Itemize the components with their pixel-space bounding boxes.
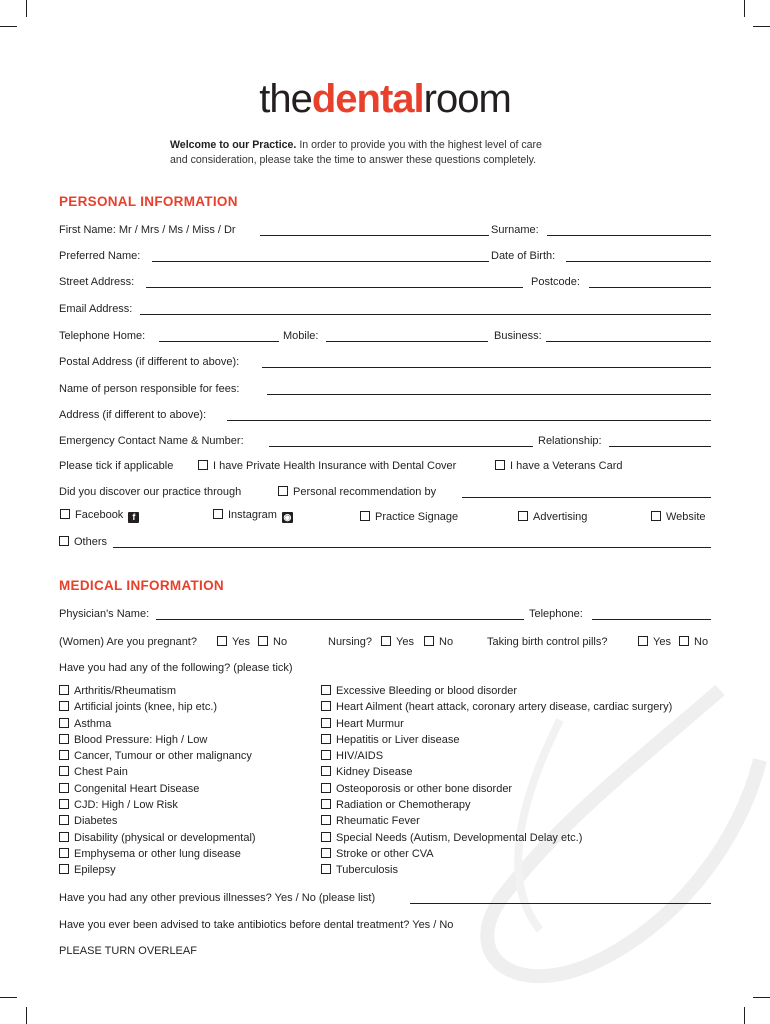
row-antibiotics: Have you ever been advised to take antibiotics before dental treatment? Yes / No [59, 919, 454, 931]
condition-checkbox[interactable] [321, 799, 331, 809]
crop-mark [753, 26, 770, 27]
row-discover: Did you discover our practice through Personal recommendation by [59, 485, 711, 501]
row-pregnancy: (Women) Are you pregnant? Yes No Nursing? Yes No Taking birth control pills? Yes No [59, 636, 709, 648]
condition-item[interactable] [321, 683, 672, 699]
crop-mark [0, 997, 17, 998]
row-telephone: Telephone Home: Mobile: Business: [59, 329, 711, 345]
condition-label: Epilepsy [74, 864, 116, 877]
condition-label: Osteoporosis or other bone disorder [336, 782, 513, 795]
crop-mark [26, 1007, 27, 1024]
facebook-option[interactable]: Facebook f [60, 508, 139, 523]
conditions-left-list [59, 683, 256, 879]
facebook-icon: f [128, 512, 139, 523]
signage-option[interactable]: Practice Signage [360, 510, 458, 524]
veterans-option[interactable]: I have a Veterans Card [495, 459, 623, 473]
dob-field[interactable] [566, 261, 711, 262]
conditions-right-list [321, 683, 672, 879]
condition-checkbox[interactable] [321, 701, 331, 711]
row-email: Email Address: [59, 302, 711, 318]
condition-label: Tuberculosis [336, 864, 398, 877]
condition-label: Blood Pressure: High / Low [74, 733, 208, 746]
condition-item[interactable] [59, 830, 256, 846]
first-name-field[interactable] [260, 235, 489, 236]
row-emergency: Emergency Contact Name & Number: Relationship: [59, 434, 711, 450]
row-responsible: Name of person responsible for fees: [59, 382, 711, 398]
condition-checkbox[interactable] [59, 718, 69, 728]
intro-text: Welcome to our Practice. In order to provide you with the highest level of care and consideration, please take the time to answer these questions completely. [170, 139, 542, 166]
condition-label: Asthma [74, 717, 112, 730]
others-field[interactable] [113, 547, 711, 548]
advertising-option[interactable]: Advertising [518, 510, 587, 524]
crop-mark [744, 0, 745, 17]
physician-field[interactable] [156, 619, 524, 620]
condition-item[interactable] [321, 813, 672, 829]
birth-control-yes[interactable]: Yes [638, 635, 671, 649]
condition-checkbox[interactable] [321, 783, 331, 793]
condition-label: Chest Pain [74, 766, 128, 779]
condition-item[interactable] [321, 748, 672, 764]
street-address-field[interactable] [146, 287, 523, 288]
personal-rec-option[interactable]: Personal recommendation by [278, 485, 436, 499]
condition-checkbox[interactable] [59, 701, 69, 711]
condition-item[interactable] [59, 683, 256, 699]
condition-label: Artificial joints (knee, hip etc.) [74, 701, 218, 714]
intro-bold: Welcome to our Practice. [170, 139, 297, 151]
crop-mark [744, 1007, 745, 1024]
pregnant-yes-checkbox[interactable] [217, 636, 227, 646]
crop-mark [753, 997, 770, 998]
condition-item[interactable] [59, 813, 256, 829]
row-other-illnesses: Have you had any other previous illnesses? Yes / No (please list) [59, 891, 711, 907]
condition-checkbox[interactable] [59, 848, 69, 858]
condition-label: HIV/AIDS [336, 750, 384, 763]
row-tick: Please tick if applicable I have Private Health Insurance with Dental Cover I have a Veterans Card [59, 460, 623, 472]
advertising-checkbox[interactable] [518, 511, 528, 521]
emergency-contact-field[interactable] [269, 446, 533, 447]
veterans-checkbox[interactable] [495, 460, 505, 470]
condition-checkbox[interactable] [59, 815, 69, 825]
preferred-name-field[interactable] [152, 261, 489, 262]
condition-label: Special Needs (Autism, Developmental Delay etc.) [336, 831, 583, 844]
condition-item[interactable] [59, 764, 256, 780]
condition-checkbox[interactable] [321, 832, 331, 842]
condition-item[interactable] [321, 781, 672, 797]
signage-checkbox[interactable] [360, 511, 370, 521]
condition-checkbox[interactable] [59, 685, 69, 695]
condition-item[interactable] [59, 748, 256, 764]
row-name: First Name: Mr / Mrs / Ms / Miss / Dr Surname: [59, 223, 711, 239]
condition-item[interactable] [59, 716, 256, 732]
personal-info-heading: PERSONAL INFORMATION [59, 194, 238, 209]
responsible-person-field[interactable] [267, 394, 711, 395]
pregnant-no[interactable]: No [258, 635, 287, 649]
nursing-yes-checkbox[interactable] [381, 636, 391, 646]
condition-item[interactable] [321, 862, 672, 878]
condition-label: Rheumatic Fever [336, 815, 420, 828]
instagram-option[interactable]: Instagram ◉ [213, 508, 293, 523]
condition-checkbox[interactable] [59, 864, 69, 874]
condition-checkbox[interactable] [59, 750, 69, 760]
condition-checkbox[interactable] [321, 734, 331, 744]
nursing-no[interactable]: No [424, 635, 453, 649]
condition-checkbox[interactable] [59, 734, 69, 744]
nursing-no-checkbox[interactable] [424, 636, 434, 646]
crop-mark [0, 26, 17, 27]
row-physician: Physician's Name: Telephone: [59, 607, 711, 623]
condition-item[interactable] [321, 699, 672, 715]
condition-item[interactable] [59, 781, 256, 797]
private-health-option[interactable]: I have Private Health Insurance with Dental Cover [198, 459, 456, 473]
surname-field[interactable] [547, 235, 711, 236]
condition-label: Emphysema or other lung disease [74, 847, 241, 860]
condition-label: Kidney Disease [336, 766, 413, 779]
relationship-field[interactable] [609, 446, 711, 447]
row-others [59, 535, 711, 551]
physician-telephone-field[interactable] [592, 619, 711, 620]
condition-label: Disability (physical or developmental) [74, 831, 256, 844]
row-postal: Postal Address (if different to above): [59, 355, 711, 371]
condition-checkbox[interactable] [321, 685, 331, 695]
condition-checkbox[interactable] [321, 815, 331, 825]
condition-label: Stroke or other CVA [336, 847, 434, 860]
condition-checkbox[interactable] [321, 864, 331, 874]
condition-label: Cancer, Tumour or other malignancy [74, 750, 252, 763]
condition-checkbox[interactable] [59, 766, 69, 776]
row-turn-over: PLEASE TURN OVERLEAF [59, 945, 197, 957]
condition-checkbox[interactable] [59, 832, 69, 842]
condition-checkbox[interactable] [59, 799, 69, 809]
condition-label: Heart Murmur [336, 717, 404, 730]
email-field[interactable] [140, 314, 711, 315]
condition-item[interactable] [59, 846, 256, 862]
website-option[interactable]: Website [651, 510, 706, 524]
condition-label: Radiation or Chemotherapy [336, 799, 471, 812]
condition-label: Heart Ailment (heart attack, coronary artery disease, cardiac surgery) [336, 701, 673, 714]
condition-checkbox[interactable] [321, 750, 331, 760]
facebook-checkbox[interactable] [60, 509, 70, 519]
row-street: Street Address: Postcode: [59, 275, 711, 291]
personal-rec-checkbox[interactable] [278, 486, 288, 496]
telephone-home-field[interactable] [159, 341, 279, 342]
row-had-following: Have you had any of the following? (please tick) [59, 662, 293, 674]
condition-item[interactable] [59, 732, 256, 748]
condition-item[interactable] [321, 732, 672, 748]
address2-field[interactable] [227, 420, 711, 421]
postcode-field[interactable] [589, 287, 711, 288]
row-sources [59, 508, 711, 524]
row-address2: Address (if different to above): [59, 408, 711, 424]
condition-item[interactable] [321, 797, 672, 813]
condition-item[interactable] [321, 846, 672, 862]
crop-mark [26, 0, 27, 17]
condition-item[interactable] [321, 716, 672, 732]
condition-checkbox[interactable] [59, 783, 69, 793]
personal-rec-field[interactable] [462, 497, 711, 498]
condition-label: Arthritis/Rheumatism [74, 685, 177, 697]
condition-label: Hepatitis or Liver disease [336, 733, 460, 746]
condition-checkbox[interactable] [321, 766, 331, 776]
birth-control-no[interactable]: No [679, 635, 708, 649]
brand-logo: thedentalroom [259, 77, 511, 121]
pregnant-no-checkbox[interactable] [258, 636, 268, 646]
condition-checkbox[interactable] [321, 848, 331, 858]
business-field[interactable] [546, 341, 711, 342]
other-illnesses-field[interactable] [410, 903, 711, 904]
mobile-field[interactable] [326, 341, 488, 342]
others-checkbox[interactable] [59, 536, 69, 546]
condition-label: Congenital Heart Disease [74, 782, 200, 795]
nursing-yes[interactable]: Yes [381, 635, 414, 649]
medical-info-heading: MEDICAL INFORMATION [59, 578, 224, 593]
row-preferred: Preferred Name: Date of Birth: [59, 249, 711, 265]
birth-control-no-checkbox[interactable] [679, 636, 689, 646]
condition-label: CJD: High / Low Risk [74, 799, 178, 812]
instagram-icon: ◉ [283, 512, 292, 522]
website-checkbox[interactable] [651, 511, 661, 521]
condition-item[interactable] [321, 830, 672, 846]
birth-control-yes-checkbox[interactable] [638, 636, 648, 646]
others-option[interactable]: Others [59, 535, 107, 549]
postal-address-field[interactable] [262, 367, 711, 368]
condition-item[interactable] [59, 699, 256, 715]
private-health-checkbox[interactable] [198, 460, 208, 470]
condition-label: Diabetes [74, 815, 118, 828]
condition-label: Excessive Bleeding or blood disorder [336, 685, 517, 697]
condition-item[interactable] [59, 862, 256, 878]
condition-item[interactable] [59, 797, 256, 813]
condition-checkbox[interactable] [321, 718, 331, 728]
instagram-checkbox[interactable] [213, 509, 223, 519]
pregnant-yes[interactable]: Yes [217, 635, 250, 649]
condition-item[interactable] [321, 764, 672, 780]
